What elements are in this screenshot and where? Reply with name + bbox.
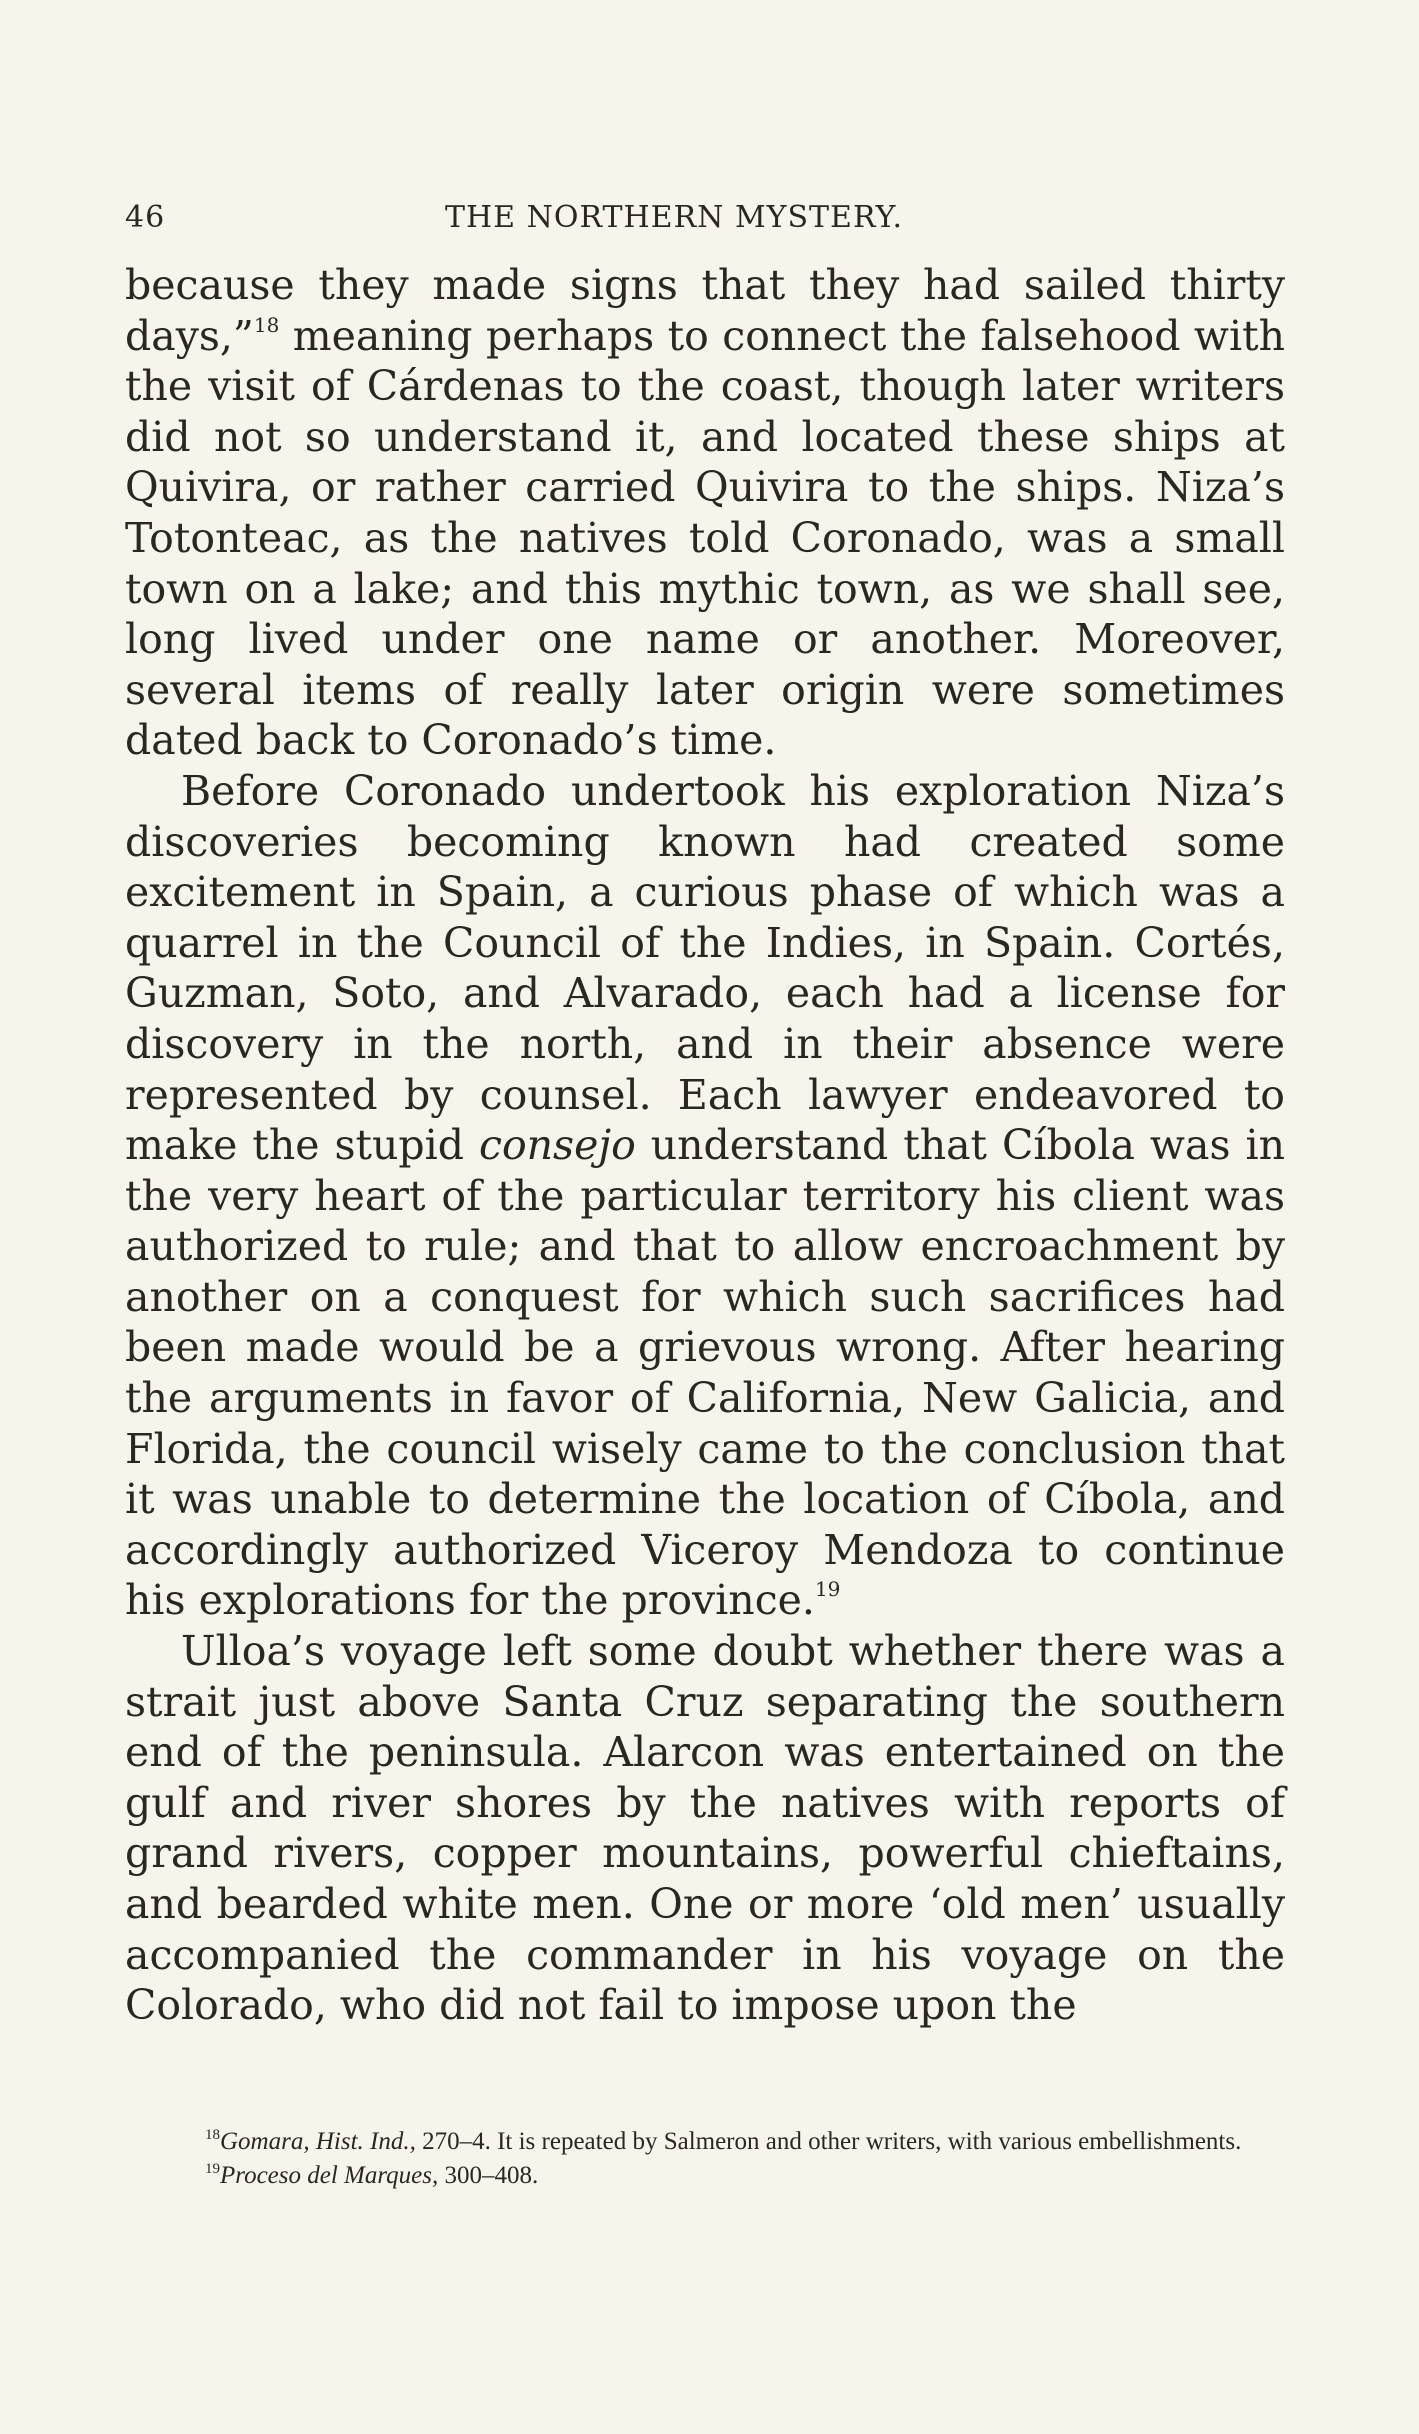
footnote-19-text: 300–408. xyxy=(438,2162,539,2189)
italic-term: consejo xyxy=(479,1121,636,1170)
footnote-18 xyxy=(125,2125,1285,2159)
body-text xyxy=(125,260,1285,2031)
page-header xyxy=(125,200,1285,240)
paragraph-3-text: Ulloa’s voyage left some doubt whether there was a strait just above Santa Cruz separating the southern end of the peninsula. Alarcon was entertained on the gulf and river shores by the natives with reports of grand rivers, copper mountains, powerful chieftains, and bearded white men. One or more ‘old men’ usually accompanied the commander in his voyage on the Colorado, who did not fail to impose upon the xyxy=(125,1627,1285,2030)
footnote-19-source: Proceso del Marques, xyxy=(220,2162,439,2189)
footnote-ref-19: 19 xyxy=(814,1577,841,1602)
footnote-19 xyxy=(125,2159,1285,2193)
paragraph-1-text-a: because they made signs that they had sailed thirty days,” xyxy=(125,261,1285,360)
footnote-18-number: 18 xyxy=(205,2127,220,2143)
paragraph-1 xyxy=(125,260,1285,766)
footnote-19-number: 19 xyxy=(205,2161,220,2177)
running-title: THE NORTHERN MYSTERY. xyxy=(445,200,904,235)
paragraph-1-text-b: meaning perhaps to connect the falsehood with the visit of Cárdenas to the coast, though later writers did not so understand it, and located these ships at Quivira, or rather carried Quivira to the ships. Niza’s Totonteac, as the natives told Coronado, was a small town on a lake; and this mythic town, as we shall see, long lived under one name or another. Moreover, several items of really later origin were sometimes dated back to Coronado’s time. xyxy=(125,311,1285,765)
paragraph-3 xyxy=(125,1626,1285,2031)
footnote-18-text: 270–4. It is repeated by Salmeron and other writers, with various embellishments. xyxy=(415,2128,1242,2155)
paragraph-2 xyxy=(125,766,1285,1626)
paragraph-2-text-b: understand that Cíbola was in the very heart of the particular territory his client was authorized to rule; and that to allow encroachment by another on a conquest for which such sacrifices had been made would be a grievous wrong. After hearing the arguments in favor of California, New Galicia, and Florida, the council wisely came to the conclusion that it was unable to determine the location of Cíbola, and accordingly authorized Viceroy Mendoza to continue his explorations for the province. xyxy=(125,1121,1285,1625)
footnote-ref-18: 18 xyxy=(253,312,280,337)
footnotes xyxy=(125,2125,1285,2193)
page-number: 46 xyxy=(125,200,166,235)
footnote-18-source: Gomara, Hist. Ind., xyxy=(220,2128,416,2155)
paragraph-2-text-a: Before Coronado undertook his exploration Niza’s discoveries becoming known had created some excitement in Spain, a curious phase of which was a quarrel in the Council of the Indies, in Spain. Cortés, Guzman, Soto, and Alvarado, each had a license for discovery in the north, and in their absence were represented by counsel. Each lawyer endeavored to make the stupid xyxy=(125,766,1285,1170)
